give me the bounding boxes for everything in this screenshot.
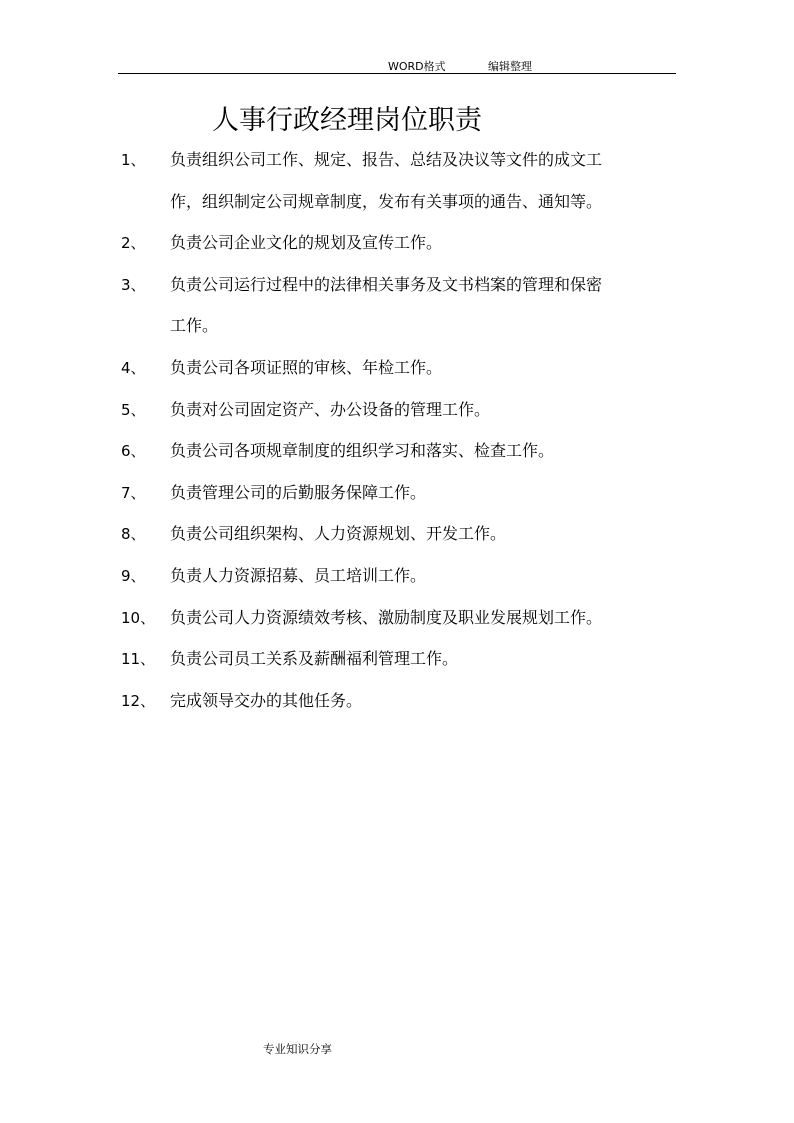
header-format-label: WORD格式 <box>388 60 446 73</box>
list-item-text: 负责公司运行过程中的法律相关事务及文书档案的管理和保密 <box>170 274 603 294</box>
list-item-text: 负责公司各项证照的审核、年检工作。 <box>170 358 443 377</box>
list-item-number: 6、 <box>121 442 146 461</box>
page-footer: 专业知识分享 <box>263 1042 332 1056</box>
list-item-text: 完成领导交办的其他任务。 <box>170 690 363 710</box>
list-item-text: 负责组织公司工作、规定、报告、总结及决议等文件的成文工 <box>170 150 603 169</box>
list-item-text: 负责公司人力资源绩效考核、激励制度及职业发展规划工作。 <box>170 607 603 627</box>
list-item-text: 负责公司各项规章制度的组织学习和落实、检查工作。 <box>170 441 555 461</box>
list-item-number: 9、 <box>121 567 146 585</box>
list-item-number: 4、 <box>121 359 146 377</box>
list-item-text: 负责人力资源招募、员工培训工作。 <box>170 566 427 585</box>
list-item-number: 5、 <box>121 400 146 419</box>
list-item-text: 负责公司企业文化的规划及宣传工作。 <box>170 233 443 253</box>
list-item-number: 7、 <box>121 483 146 502</box>
list-item-text: 负责公司组织架构、人力资源规划、开发工作。 <box>170 524 507 544</box>
list-item-text: 负责对公司固定资产、办公设备的管理工作。 <box>170 399 491 419</box>
list-item-text: 工作。 <box>170 316 219 336</box>
list-item-number: 1、 <box>121 151 146 169</box>
page-header <box>118 56 676 74</box>
list-item-text: 作，组织制定公司规章制度，发布有关事项的通告、通知等。 <box>170 191 603 211</box>
list-item-number: 10、 <box>121 608 156 627</box>
list-item-number: 2、 <box>121 234 146 253</box>
list-item-text: 负责公司员工关系及薪酬福利管理工作。 <box>170 649 459 669</box>
document-title: 人事行政经理岗位职责 <box>212 105 482 136</box>
list-item-number: 11、 <box>121 650 156 669</box>
header-edit-label: 编辑整理 <box>488 60 532 73</box>
list-item-number: 3、 <box>121 275 146 294</box>
list-item-text: 负责管理公司的后勤服务保障工作。 <box>170 482 427 502</box>
list-item-number: 12、 <box>121 691 156 710</box>
list-item-number: 8、 <box>121 525 146 544</box>
